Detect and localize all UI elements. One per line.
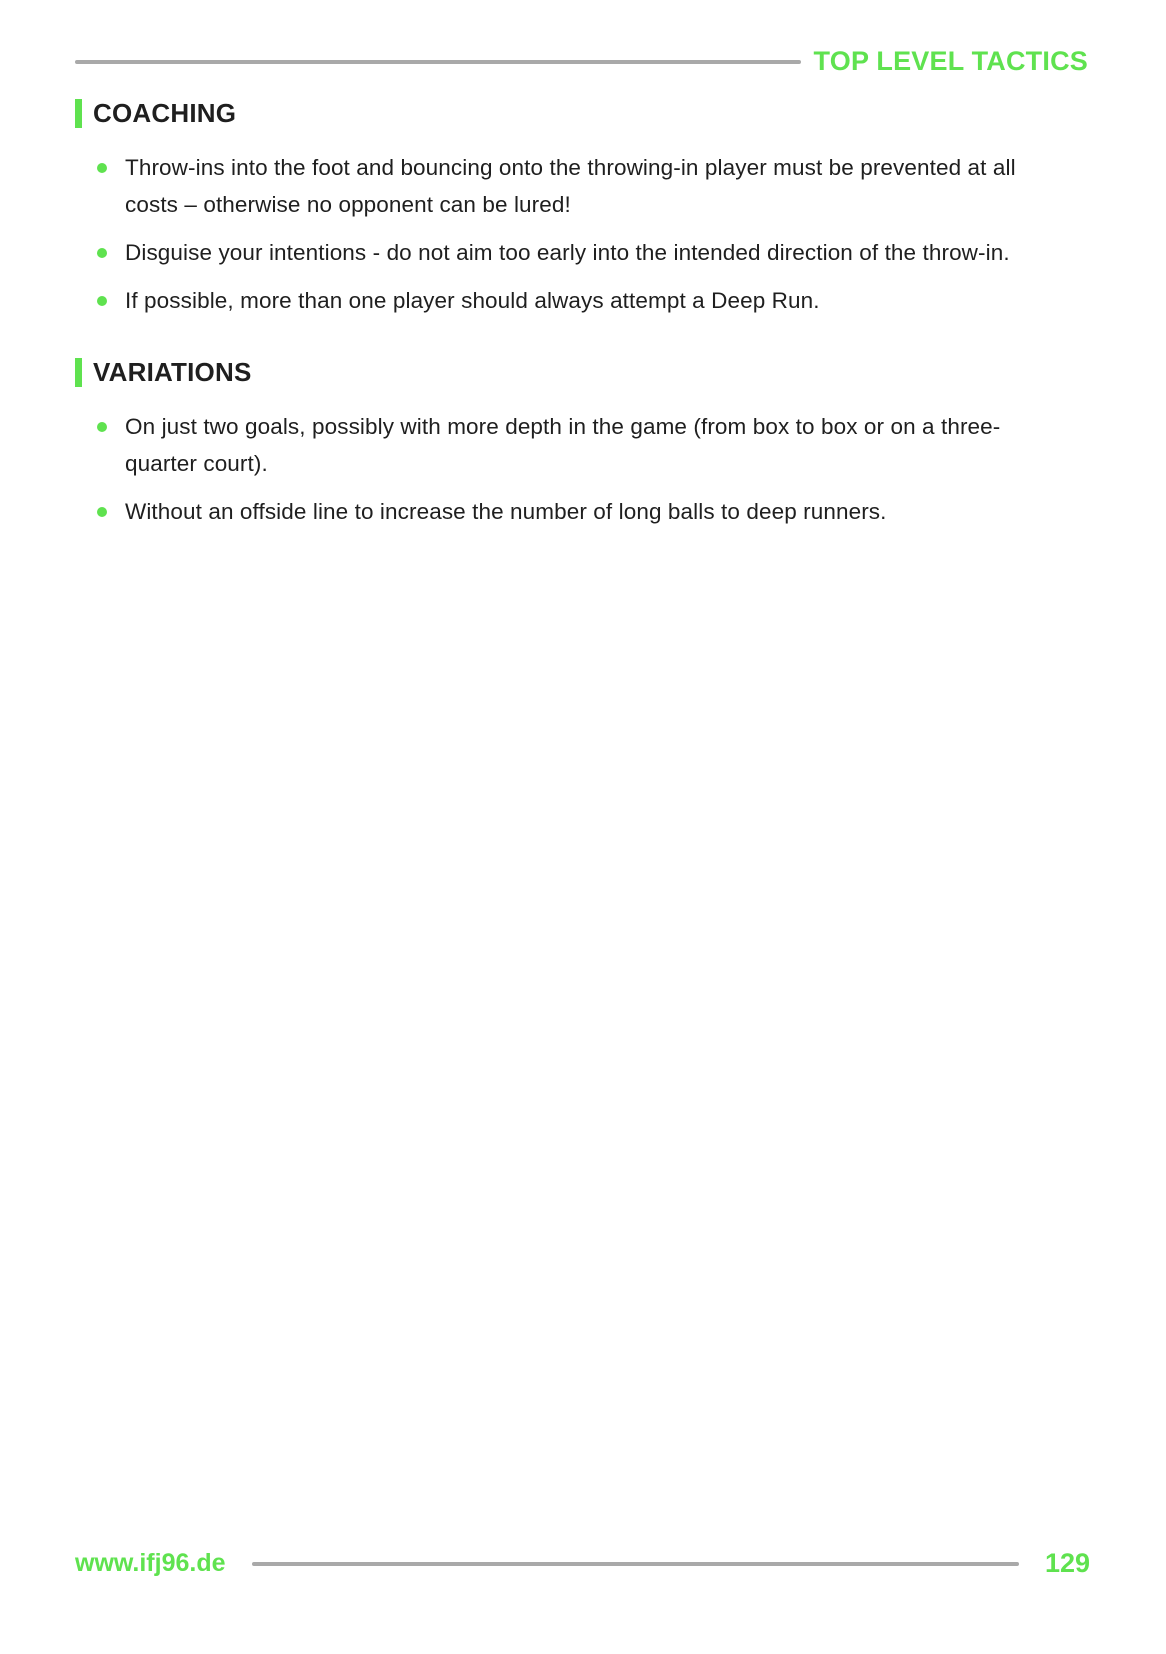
footer-website-link[interactable]: www.ifj96.de <box>75 1549 226 1577</box>
bullet-list <box>75 149 1090 319</box>
bullet-dot-icon <box>97 248 107 258</box>
heading-accent-bar <box>75 358 82 387</box>
section-variations <box>75 357 1090 530</box>
header-title: TOP LEVEL TACTICS <box>813 46 1088 76</box>
page-header <box>75 46 1088 77</box>
bullet-list <box>75 408 1090 530</box>
bullet-text: Disguise your intentions - do not aim too early into the intended direction of the throw-in. <box>125 240 1010 265</box>
list-item <box>97 408 1090 482</box>
bullet-dot-icon <box>97 163 107 173</box>
bullet-dot-icon <box>97 296 107 306</box>
section-heading <box>75 98 1090 129</box>
bullet-text: If possible, more than one player should always attempt a Deep Run. <box>125 288 820 313</box>
footer-divider <box>252 1562 1019 1566</box>
list-item <box>97 234 1090 271</box>
section-heading <box>75 357 1090 388</box>
bullet-text: On just two goals, possibly with more depth in the game (from box to box or on a three-quarter court). <box>125 414 1001 476</box>
bullet-text: Throw-ins into the foot and bouncing onto the throwing-in player must be prevented at all costs – otherwise no opponent can be lured! <box>125 155 1016 217</box>
page-content <box>75 98 1090 568</box>
section-coaching <box>75 98 1090 319</box>
bullet-text: Without an offside line to increase the number of long balls to deep runners. <box>125 499 887 524</box>
heading-accent-bar <box>75 99 82 128</box>
list-item <box>97 282 1090 319</box>
page-number: 129 <box>1044 1548 1090 1578</box>
list-item <box>97 149 1090 223</box>
header-divider <box>75 60 801 64</box>
section-heading-label: VARIATIONS <box>93 357 252 387</box>
bullet-dot-icon <box>97 507 107 517</box>
bullet-dot-icon <box>97 422 107 432</box>
list-item <box>97 493 1090 530</box>
page-footer <box>75 1548 1090 1579</box>
section-heading-label: COACHING <box>93 98 237 128</box>
